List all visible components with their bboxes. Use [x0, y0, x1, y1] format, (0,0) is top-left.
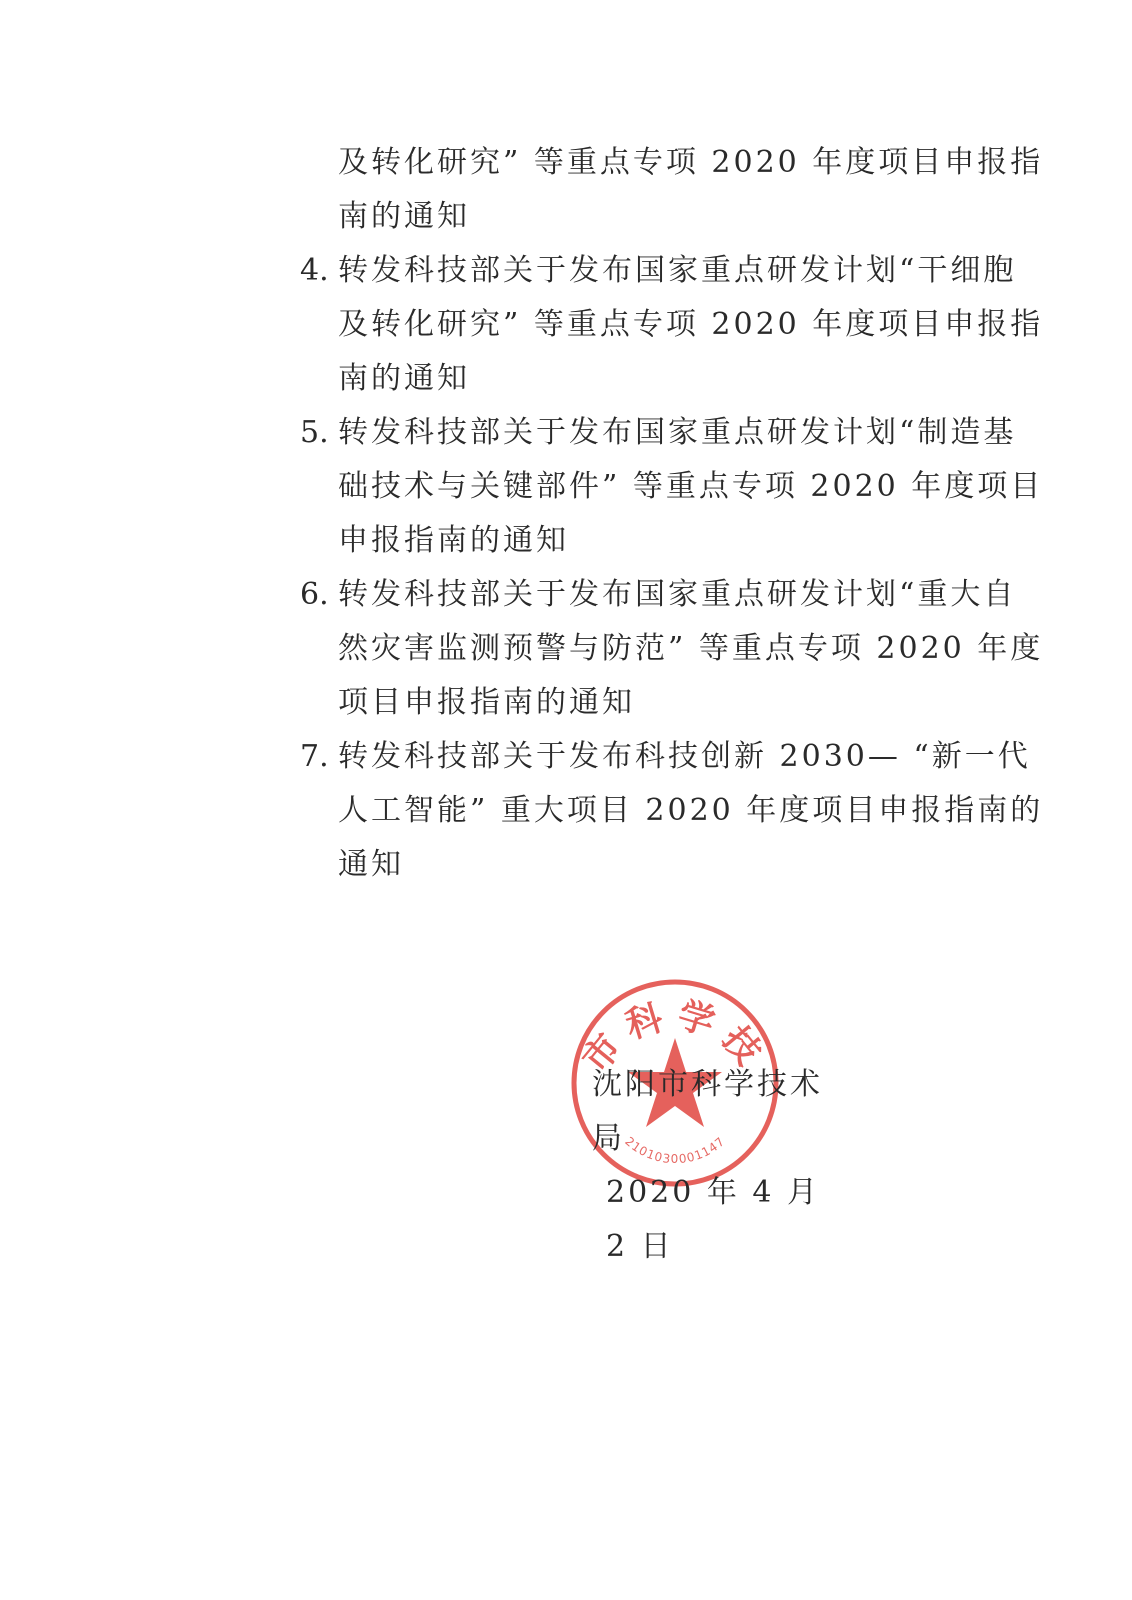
text-line: 及转化研究” 等重点专项 2020 年度项目申报指 — [338, 307, 1044, 342]
text-line: 通知 — [338, 847, 404, 882]
list-item-continuation — [300, 136, 1044, 244]
item-number: 5. — [300, 415, 329, 450]
text-line: 转发科技部关于发布国家重点研发计划“制造基 — [338, 415, 1017, 450]
issue-date: 2020 年 4 月 2 日 — [606, 1175, 821, 1264]
item-number: 6. — [300, 577, 329, 612]
list-item-7 — [300, 730, 1044, 892]
text-line: 然灾害监测预警与防范” 等重点专项 2020 年度 — [338, 631, 1044, 666]
seal-serial-number: 2101030001147 — [622, 1134, 728, 1167]
signature-block — [592, 1058, 852, 1274]
seal-top-text: 市科学技 — [574, 993, 776, 1081]
text-line: 南的通知 — [338, 361, 470, 396]
text-line: 础技术与关键部件” 等重点专项 2020 年度项目 — [338, 469, 1044, 504]
text-line: 及转化研究” 等重点专项 2020 年度项目申报指 — [338, 145, 1044, 180]
text-line: 转发科技部关于发布国家重点研发计划“重大自 — [338, 577, 1017, 612]
notice-list — [300, 136, 1044, 892]
list-item-6 — [300, 568, 1044, 730]
issuing-organization: 沈阳市科学技术局 — [592, 1067, 823, 1156]
list-item-5 — [300, 406, 1044, 568]
text-line: 转发科技部关于发布国家重点研发计划“干细胞 — [338, 253, 1017, 288]
list-item-4 — [300, 244, 1044, 406]
text-line: 人工智能” 重大项目 2020 年度项目申报指南的 — [338, 793, 1044, 828]
text-line: 转发科技部关于发布科技创新 2030— “新一代 — [338, 739, 1031, 774]
text-line: 项目申报指南的通知 — [338, 685, 635, 720]
item-number: 7. — [300, 739, 329, 774]
text-line: 申报指南的通知 — [338, 523, 569, 558]
text-line: 南的通知 — [338, 199, 470, 234]
item-number: 4. — [300, 253, 329, 288]
